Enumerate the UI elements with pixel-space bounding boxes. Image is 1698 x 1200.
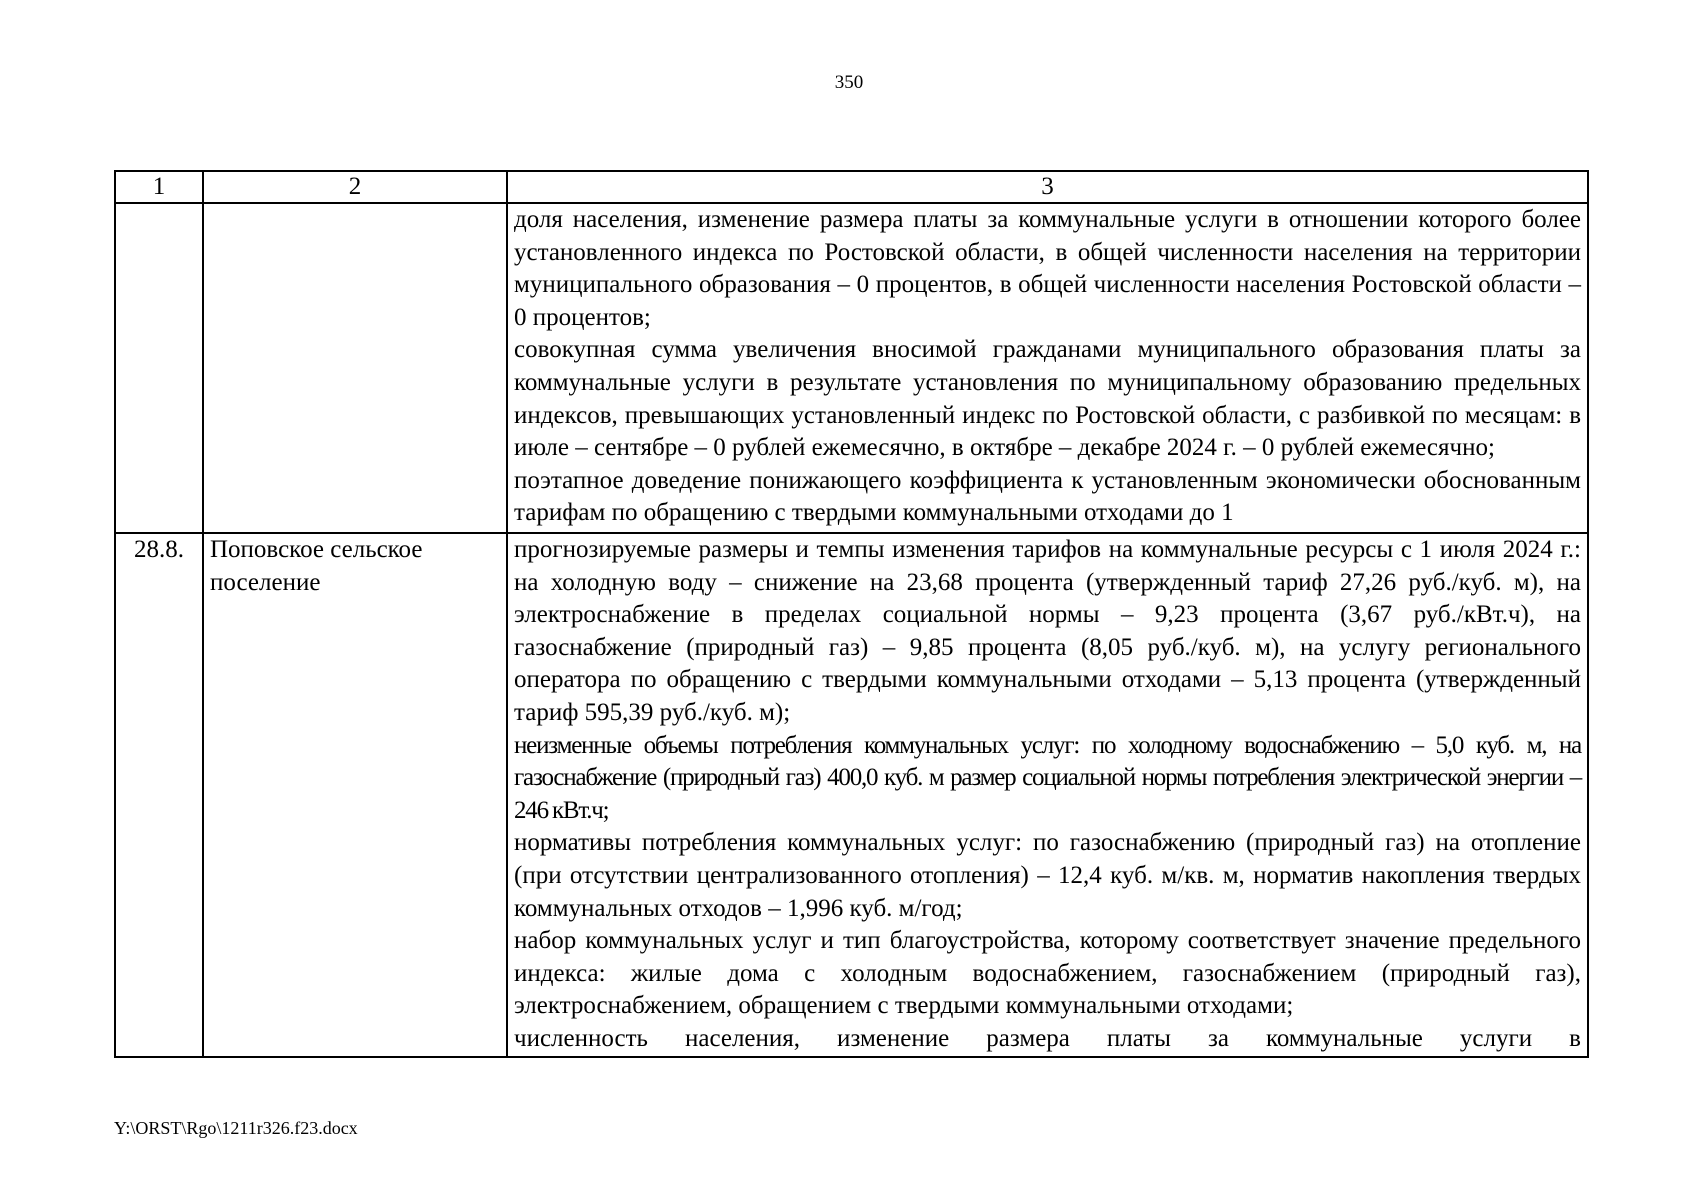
paragraph-consumption-norms: нормативы потребления коммунальных услуг: по газоснабжению (природный газ) на отопление (при отсутствии централизованного отопления) – 12,4 куб. м/кв. м, норматив накопления твердых коммунальных отходов – 1,996 куб. м/год; [514, 829, 1581, 922]
row-number-cell [115, 203, 203, 533]
paragraph-tariff-forecast: прогнозируемые размеры и темпы изменения тарифов на коммунальные ресурсы с 1 июля 2024 г.: на холодную воду – снижение на 23,68 процента (утвержденный тариф 27,26 руб./куб. м), на электроснабжение в пределах социальной нормы – 9,23 процента (3,67 руб./кВт.ч), на газоснабжение (природный газ) – 9,85 процента (8,05 руб./куб. м), на услугу регионального оператора по обращению с твердыми коммунальными отходами – 5,13 процента (утвержденный тариф 595,39 руб./куб. м); [514, 536, 1581, 726]
paragraph-service-set: набор коммунальных услуг и тип благоустройства, которому соответствует значение предельного индекса: жилые дома с холодным водоснабжением, газоснабжением (природный газ), электроснабжением, обращением с твердыми коммунальными отходами; [514, 927, 1581, 1020]
document-table [114, 170, 1589, 1058]
column-header-2: 2 [203, 171, 507, 203]
description-cell [507, 203, 1588, 533]
table-header-row [115, 171, 1588, 203]
page-number: 350 [834, 72, 864, 93]
column-header-3: 3 [507, 171, 1588, 203]
settlement-name-cell: Поповское сельское поселение [203, 533, 507, 1057]
file-path-footer: Y:\ORST\Rgo\1211r326.f23.docx [114, 1118, 358, 1138]
table-row-28-8 [115, 533, 1588, 1057]
paragraph-population-share: доля населения, изменение размера платы за коммунальные услуги в отношении которого более установленного индекса по Ростовской области, в общей численности населения на территории муниципального образования – 0 процентов, в общей численности населения Ростовской области – 0 процентов; [514, 206, 1581, 331]
paragraph-coefficient: поэтапное доведение понижающего коэффициента к установленным экономически обоснованным тарифам по обращению с твердыми коммунальными отходами до 1 [514, 466, 1581, 527]
settlement-name-cell [203, 203, 507, 533]
paragraph-total-increase: совокупная сумма увеличения вносимой гражданами муниципального образования платы за коммунальные услуги в результате установления по муниципальному образованию предельных индексов, превышающих установленный индекс по Ростовской области, с разбивкой по месяцам: в июле – сентябре – 0 рублей ежемесячно, в октябре – декабре 2024 г. – 0 рублей ежемесячно; [514, 336, 1581, 462]
paragraph-consumption-volumes: неизменные объемы потребления коммунальных услуг: по холодному водоснабжению – 5,0 куб. м, на газоснабжение (природный газ) 400,0 куб. м размер социальной нормы потребления электрической энергии – 246 кВт.ч; [514, 731, 1581, 824]
paragraph-population-change: численность населения, изменение размера платы за коммунальные услуги в [514, 1024, 1581, 1052]
description-cell [507, 533, 1588, 1057]
column-header-1: 1 [115, 171, 203, 203]
table-row-continued [115, 203, 1588, 533]
row-number-cell: 28.8. [115, 533, 203, 1057]
